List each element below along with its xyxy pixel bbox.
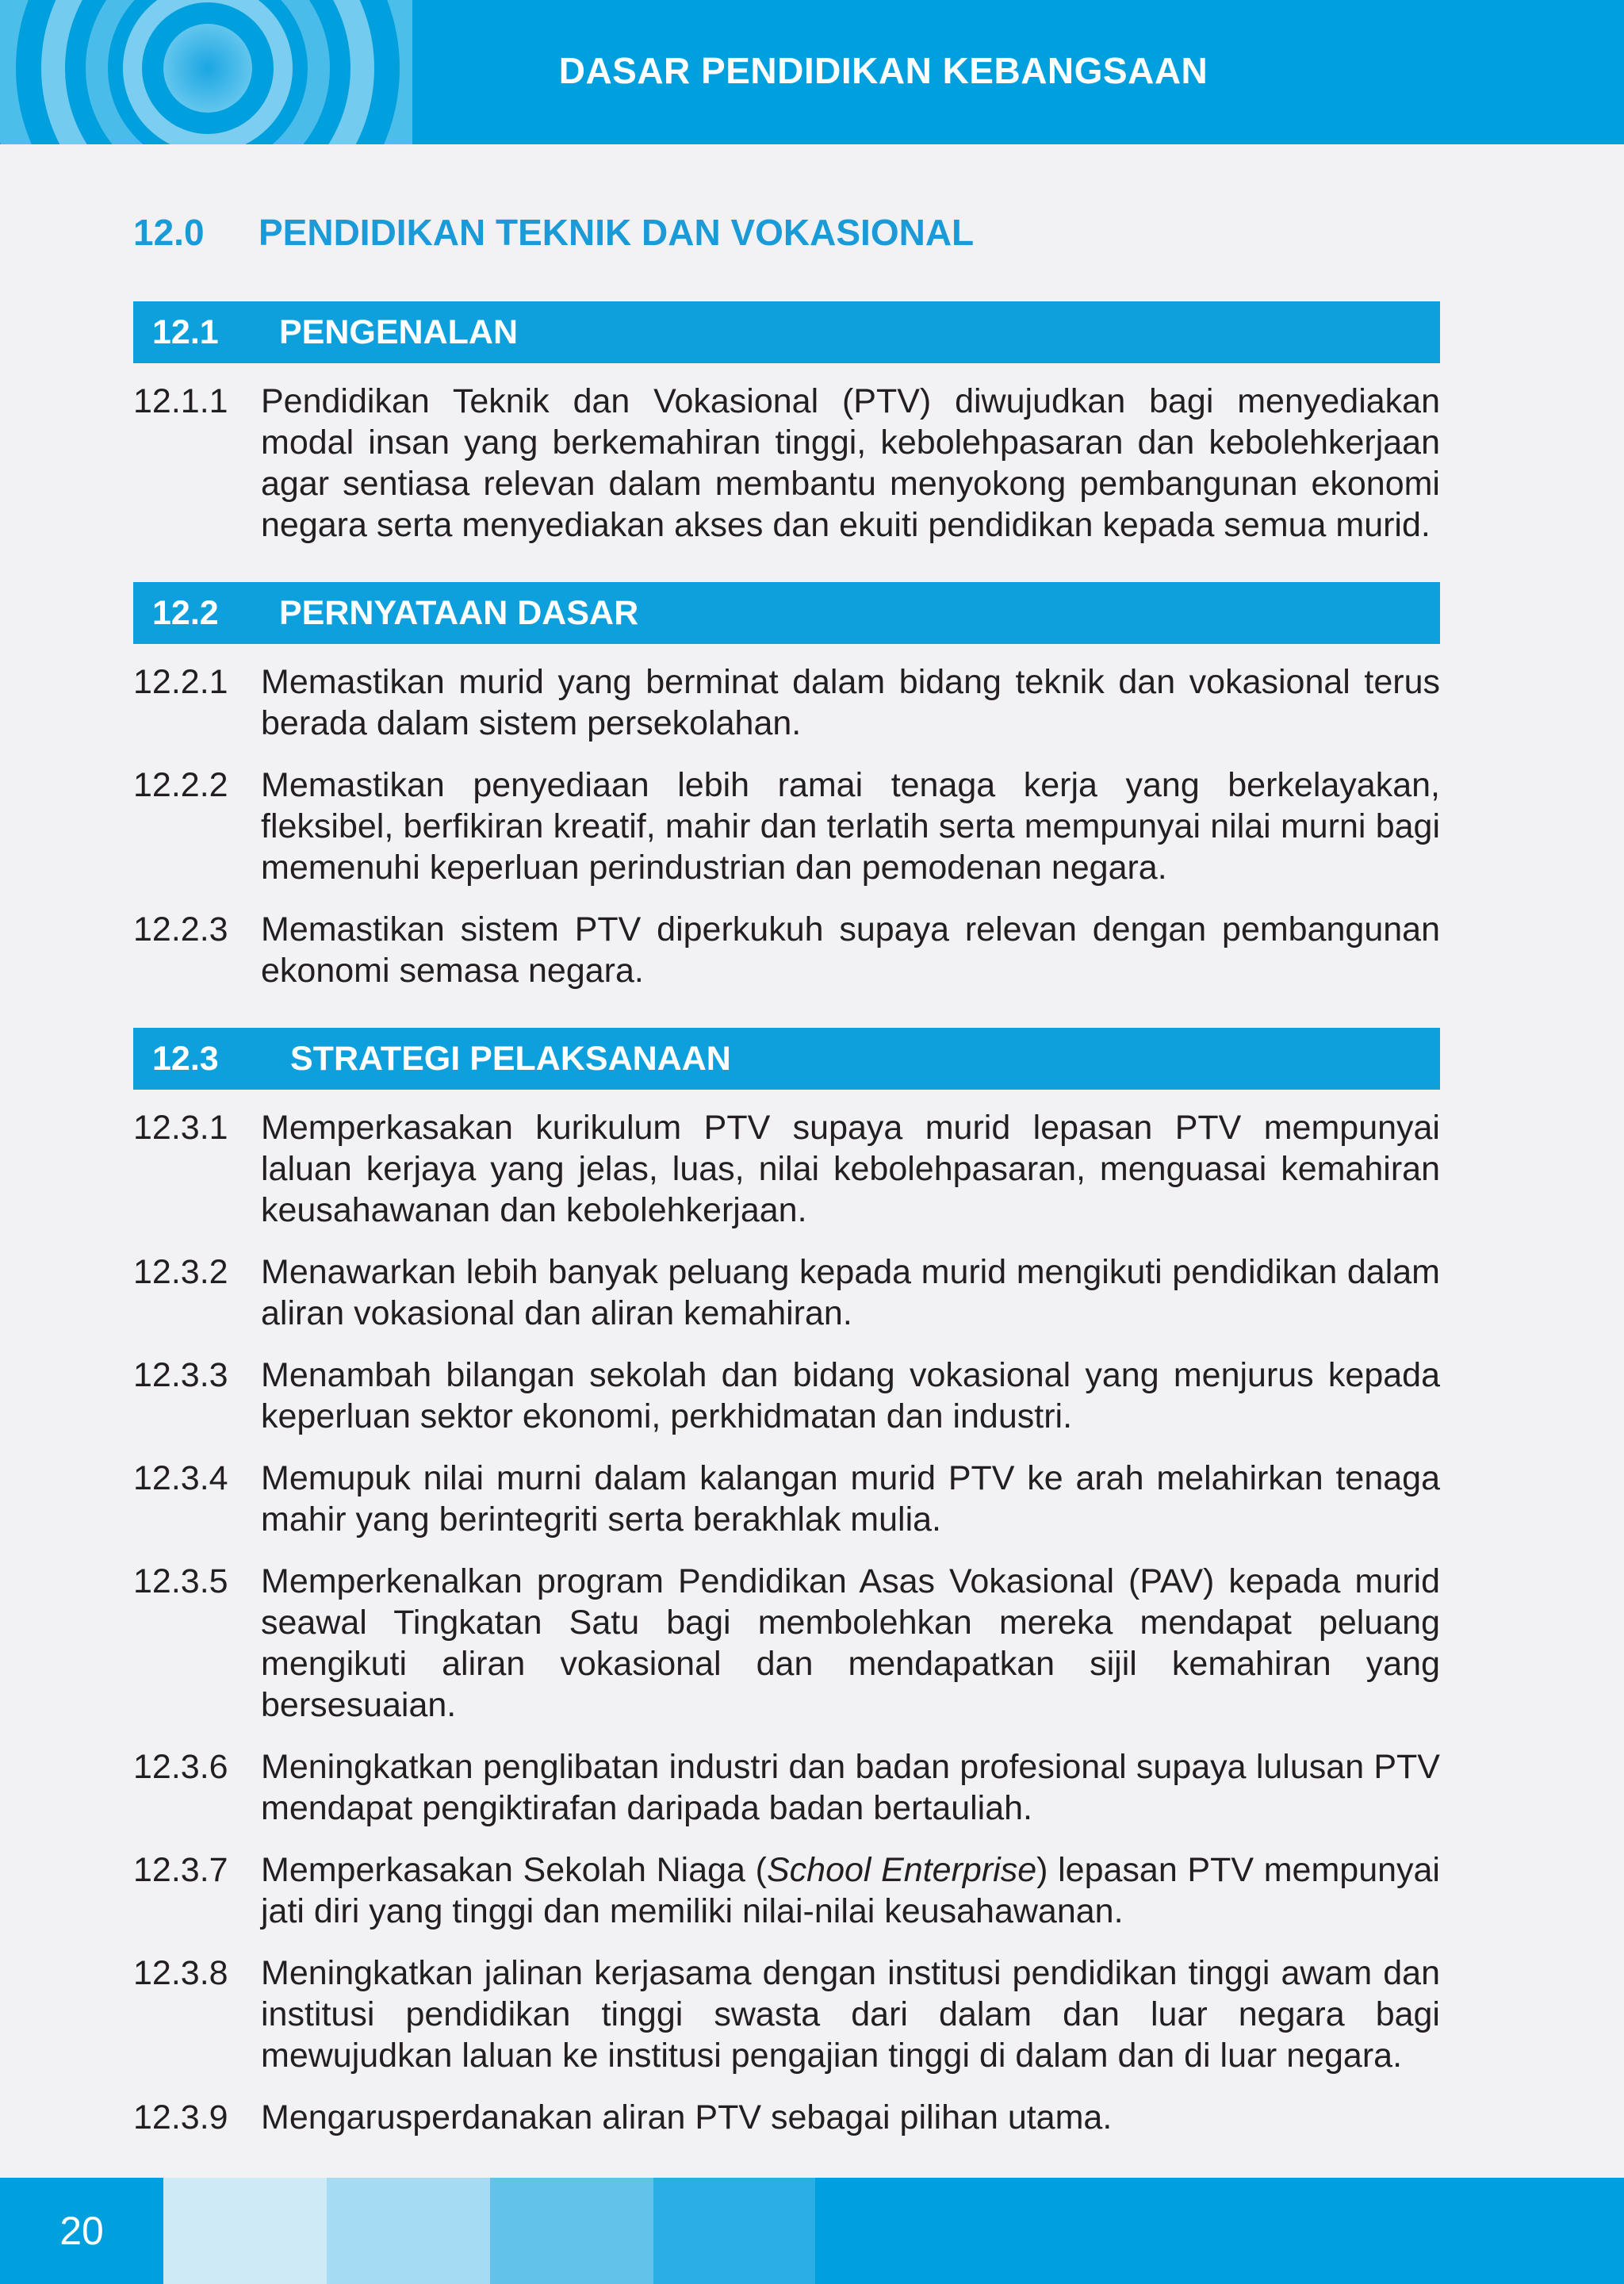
chapter-title: PENDIDIKAN TEKNIK DAN VOKASIONAL xyxy=(259,212,975,253)
list-item xyxy=(133,1561,1440,1726)
italic-term: School Enterprise xyxy=(766,1851,1037,1889)
list-item xyxy=(133,1251,1440,1334)
item-number: 12.2.3 xyxy=(133,910,228,948)
item-number: 12.3.1 xyxy=(133,1109,228,1147)
chapter-heading xyxy=(133,211,1440,254)
page-number: 20 xyxy=(0,2178,163,2284)
item-text: Memperkenalkan program Pendidikan Asas Vokasional (PAV) kepada murid seawal Tingkatan Satu bagi membolehkan mereka mendapat peluang mengikuti aliran vokasional dan mendapatkan sijil kemahiran yang bersesuaian. xyxy=(261,1562,1440,1724)
item-text: Mengarusperdanakan aliran PTV sebagai pilihan utama. xyxy=(261,2098,1113,2136)
list-item xyxy=(133,381,1440,546)
item-text: Memastikan murid yang berminat dalam bidang teknik dan vokasional terus berada dalam sistem persekolahan. xyxy=(261,663,1440,742)
list-item xyxy=(133,1355,1440,1437)
item-text: Memperkasakan Sekolah Niaga (School Enterprise) lepasan PTV mempunyai jati diri yang tinggi dan memiliki nilai-nilai keusahawanan. xyxy=(261,1851,1440,1930)
section-heading xyxy=(133,582,1440,644)
section-title: STRATEGI PELAKSANAAN xyxy=(290,1039,731,1078)
section-title: PERNYATAAN DASAR xyxy=(279,593,639,632)
page-footer xyxy=(0,2178,1624,2284)
page-header xyxy=(0,0,1624,144)
list-item xyxy=(133,765,1440,888)
item-text: Meningkatkan penglibatan industri dan badan profesional supaya lulusan PTV mendapat pengiktirafan daripada badan bertauliah. xyxy=(261,1748,1440,1827)
item-number: 12.3.2 xyxy=(133,1253,228,1291)
list-item xyxy=(133,909,1440,991)
footer-color-block xyxy=(490,2178,653,2284)
item-text: Menawarkan lebih banyak peluang kepada murid mengikuti pendidikan dalam aliran vokasional dan aliran kemahiran. xyxy=(261,1253,1440,1332)
section-number: 12.2 xyxy=(152,593,219,632)
item-number: 12.3.6 xyxy=(133,1748,228,1786)
item-number: 12.3.7 xyxy=(133,1851,228,1889)
section-number: 12.3 xyxy=(152,1039,219,1078)
section-number: 12.1 xyxy=(152,312,219,351)
item-text: Memupuk nilai murni dalam kalangan murid PTV ke arah melahirkan tenaga mahir yang berintegriti serta berakhlak mulia. xyxy=(261,1459,1440,1539)
item-text: Memperkasakan kurikulum PTV supaya murid lepasan PTV mempunyai laluan kerjaya yang jelas, luas, nilai kebolehpasaran, menguasai kemahiran keusahawanan dan kebolehkerjaan. xyxy=(261,1109,1440,1229)
list-item xyxy=(133,2097,1440,2138)
item-number: 12.3.3 xyxy=(133,1356,228,1394)
item-text: Menambah bilangan sekolah dan bidang vokasional yang menjurus kepada keperluan sektor ekonomi, perkhidmatan dan industri. xyxy=(261,1356,1440,1435)
section-title: PENGENALAN xyxy=(279,312,519,351)
item-text: Memastikan penyediaan lebih ramai tenaga kerja yang berkelayakan, fleksibel, berfikiran kreatif, mahir dan terlatih serta mempunyai nilai murni bagi memenuhi keperluan perindustrian dan pemodenan negara. xyxy=(261,766,1440,887)
header-title: DASAR PENDIDIKAN KEBANGSAAN xyxy=(558,50,1208,91)
item-text: Memastikan sistem PTV diperkukuh supaya relevan dengan pembangunan ekonomi semasa negara. xyxy=(261,910,1440,990)
list-item xyxy=(133,1849,1440,1932)
list-item xyxy=(133,1107,1440,1231)
list-item xyxy=(133,1953,1440,2076)
footer-color-block xyxy=(653,2178,815,2284)
item-number: 12.1.1 xyxy=(133,382,228,420)
footer-color-block xyxy=(163,2178,327,2284)
list-item xyxy=(133,661,1440,744)
section-heading xyxy=(133,301,1440,363)
footer-color-block xyxy=(815,2178,1624,2284)
item-number: 12.2.1 xyxy=(133,663,228,701)
list-item xyxy=(133,1458,1440,1540)
footer-color-block xyxy=(327,2178,490,2284)
item-number: 12.2.2 xyxy=(133,766,228,804)
item-text: Pendidikan Teknik dan Vokasional (PTV) diwujudkan bagi menyediakan modal insan yang berkemahiran tinggi, kebolehpasaran dan kebolehkerjaan agar sentiasa relevan dalam membantu menyokong pembangunan ekonomi negara serta menyediakan akses dan ekuiti pendidikan kepada semua murid. xyxy=(261,382,1440,544)
document-body xyxy=(133,211,1440,2159)
item-number: 12.3.4 xyxy=(133,1459,228,1497)
item-text: Meningkatkan jalinan kerjasama dengan institusi pendidikan tinggi awam dan institusi pendidikan tinggi swasta dari dalam dan luar negara bagi mewujudkan laluan ke institusi pengajian tinggi di dalam dan di luar negara. xyxy=(261,1954,1440,2075)
item-number: 12.3.9 xyxy=(133,2098,228,2136)
item-number: 12.3.8 xyxy=(133,1954,228,1992)
section-heading xyxy=(133,1028,1440,1090)
list-item xyxy=(133,1746,1440,1829)
item-number: 12.3.5 xyxy=(133,1562,228,1600)
chapter-number: 12.0 xyxy=(133,212,205,253)
